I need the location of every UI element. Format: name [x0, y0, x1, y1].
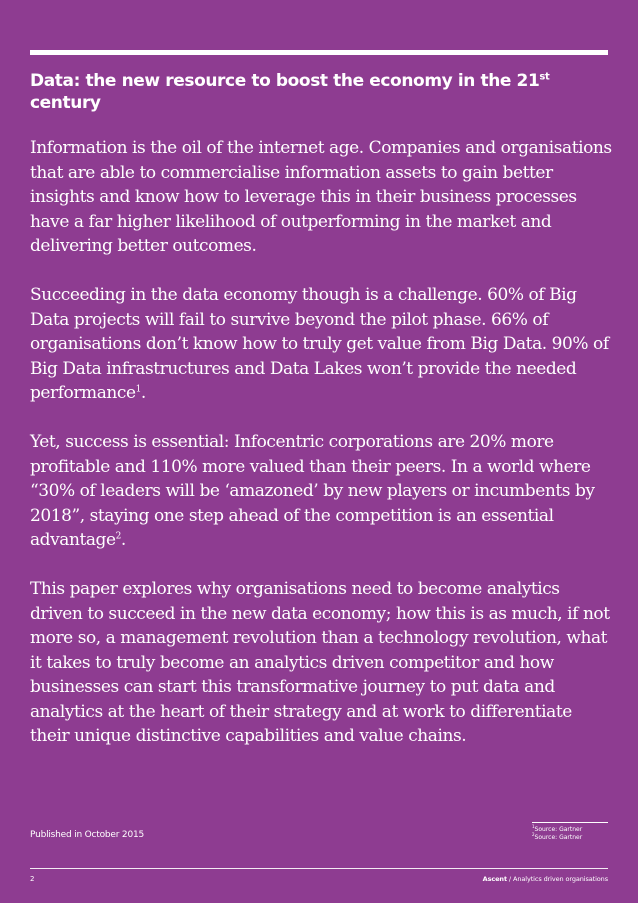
- paragraph-4: This paper explores why organisations need to become analytics driven to succeed in the new data economy; how this is as much, if not more so, a management revolution than a technology revolution, what it takes to truly become an analytics driven competitor and how businesses can start this transformative journey to put data and analytics at the heart of their strategy and at work to differentiate their unique distinctive capabilities and value chains.: [30, 579, 610, 746]
- footer-brand: Ascent: [482, 875, 507, 883]
- footnote-1-number: 1: [532, 824, 535, 829]
- footnotes: [532, 826, 582, 842]
- published-date: Published in October 2015: [30, 830, 145, 840]
- paragraph-2: [30, 283, 615, 406]
- paragraph-3-end: .: [120, 530, 126, 550]
- body-text: [30, 136, 615, 773]
- paragraph-2-text: Succeeding in the data economy though is a challenge. 60% of Big Data projects will fail to survive beyond the pilot phase. 66% of organisations don’t know how to truly get value from Big Data. 90% of Big Data infrastructures and Data Lakes won’t provide the needed performance: [30, 285, 609, 403]
- paragraph-3: [30, 430, 615, 553]
- footnote-2-number: 2: [532, 832, 535, 837]
- page-number: 2: [30, 875, 35, 883]
- paragraph-3-text: Yet, success is essential: Infocentric corporations are 20% more profitable and 110% more valued than their peers. In a world where “30% of leaders will be ‘amazoned’ by new players or incumbents by 2018”, staying one step ahead of the competition is an essential advantage: [30, 432, 595, 550]
- footnote-ref-2: 2: [115, 531, 121, 542]
- heading-superscript: st: [539, 71, 550, 83]
- section-heading: [30, 70, 608, 114]
- footnote-2-text: Source: Gartner: [534, 834, 583, 841]
- heading-text: Data: the new resource to boost the economy in the 21: [30, 71, 540, 91]
- top-divider: [30, 50, 608, 55]
- footer-title: / Analytics driven organisations: [506, 875, 608, 883]
- footnote-2: [532, 834, 582, 842]
- footnote-ref-1: 1: [135, 384, 141, 395]
- heading-text-after: century: [30, 93, 101, 113]
- footnote-divider: [532, 822, 608, 823]
- paragraph-1: Information is the oil of the internet age. Companies and organisations that are able to commercialise information assets to gain better insights and know how to leverage this in their business processes have a far higher likelihood of outperforming in the market and delivering better outcomes.: [30, 138, 612, 256]
- footnote-1: [532, 826, 582, 834]
- footer-divider: [30, 868, 608, 869]
- paragraph-2-end: .: [140, 383, 146, 403]
- footnote-1-text: Source: Gartner: [534, 826, 583, 833]
- running-footer: [483, 875, 608, 883]
